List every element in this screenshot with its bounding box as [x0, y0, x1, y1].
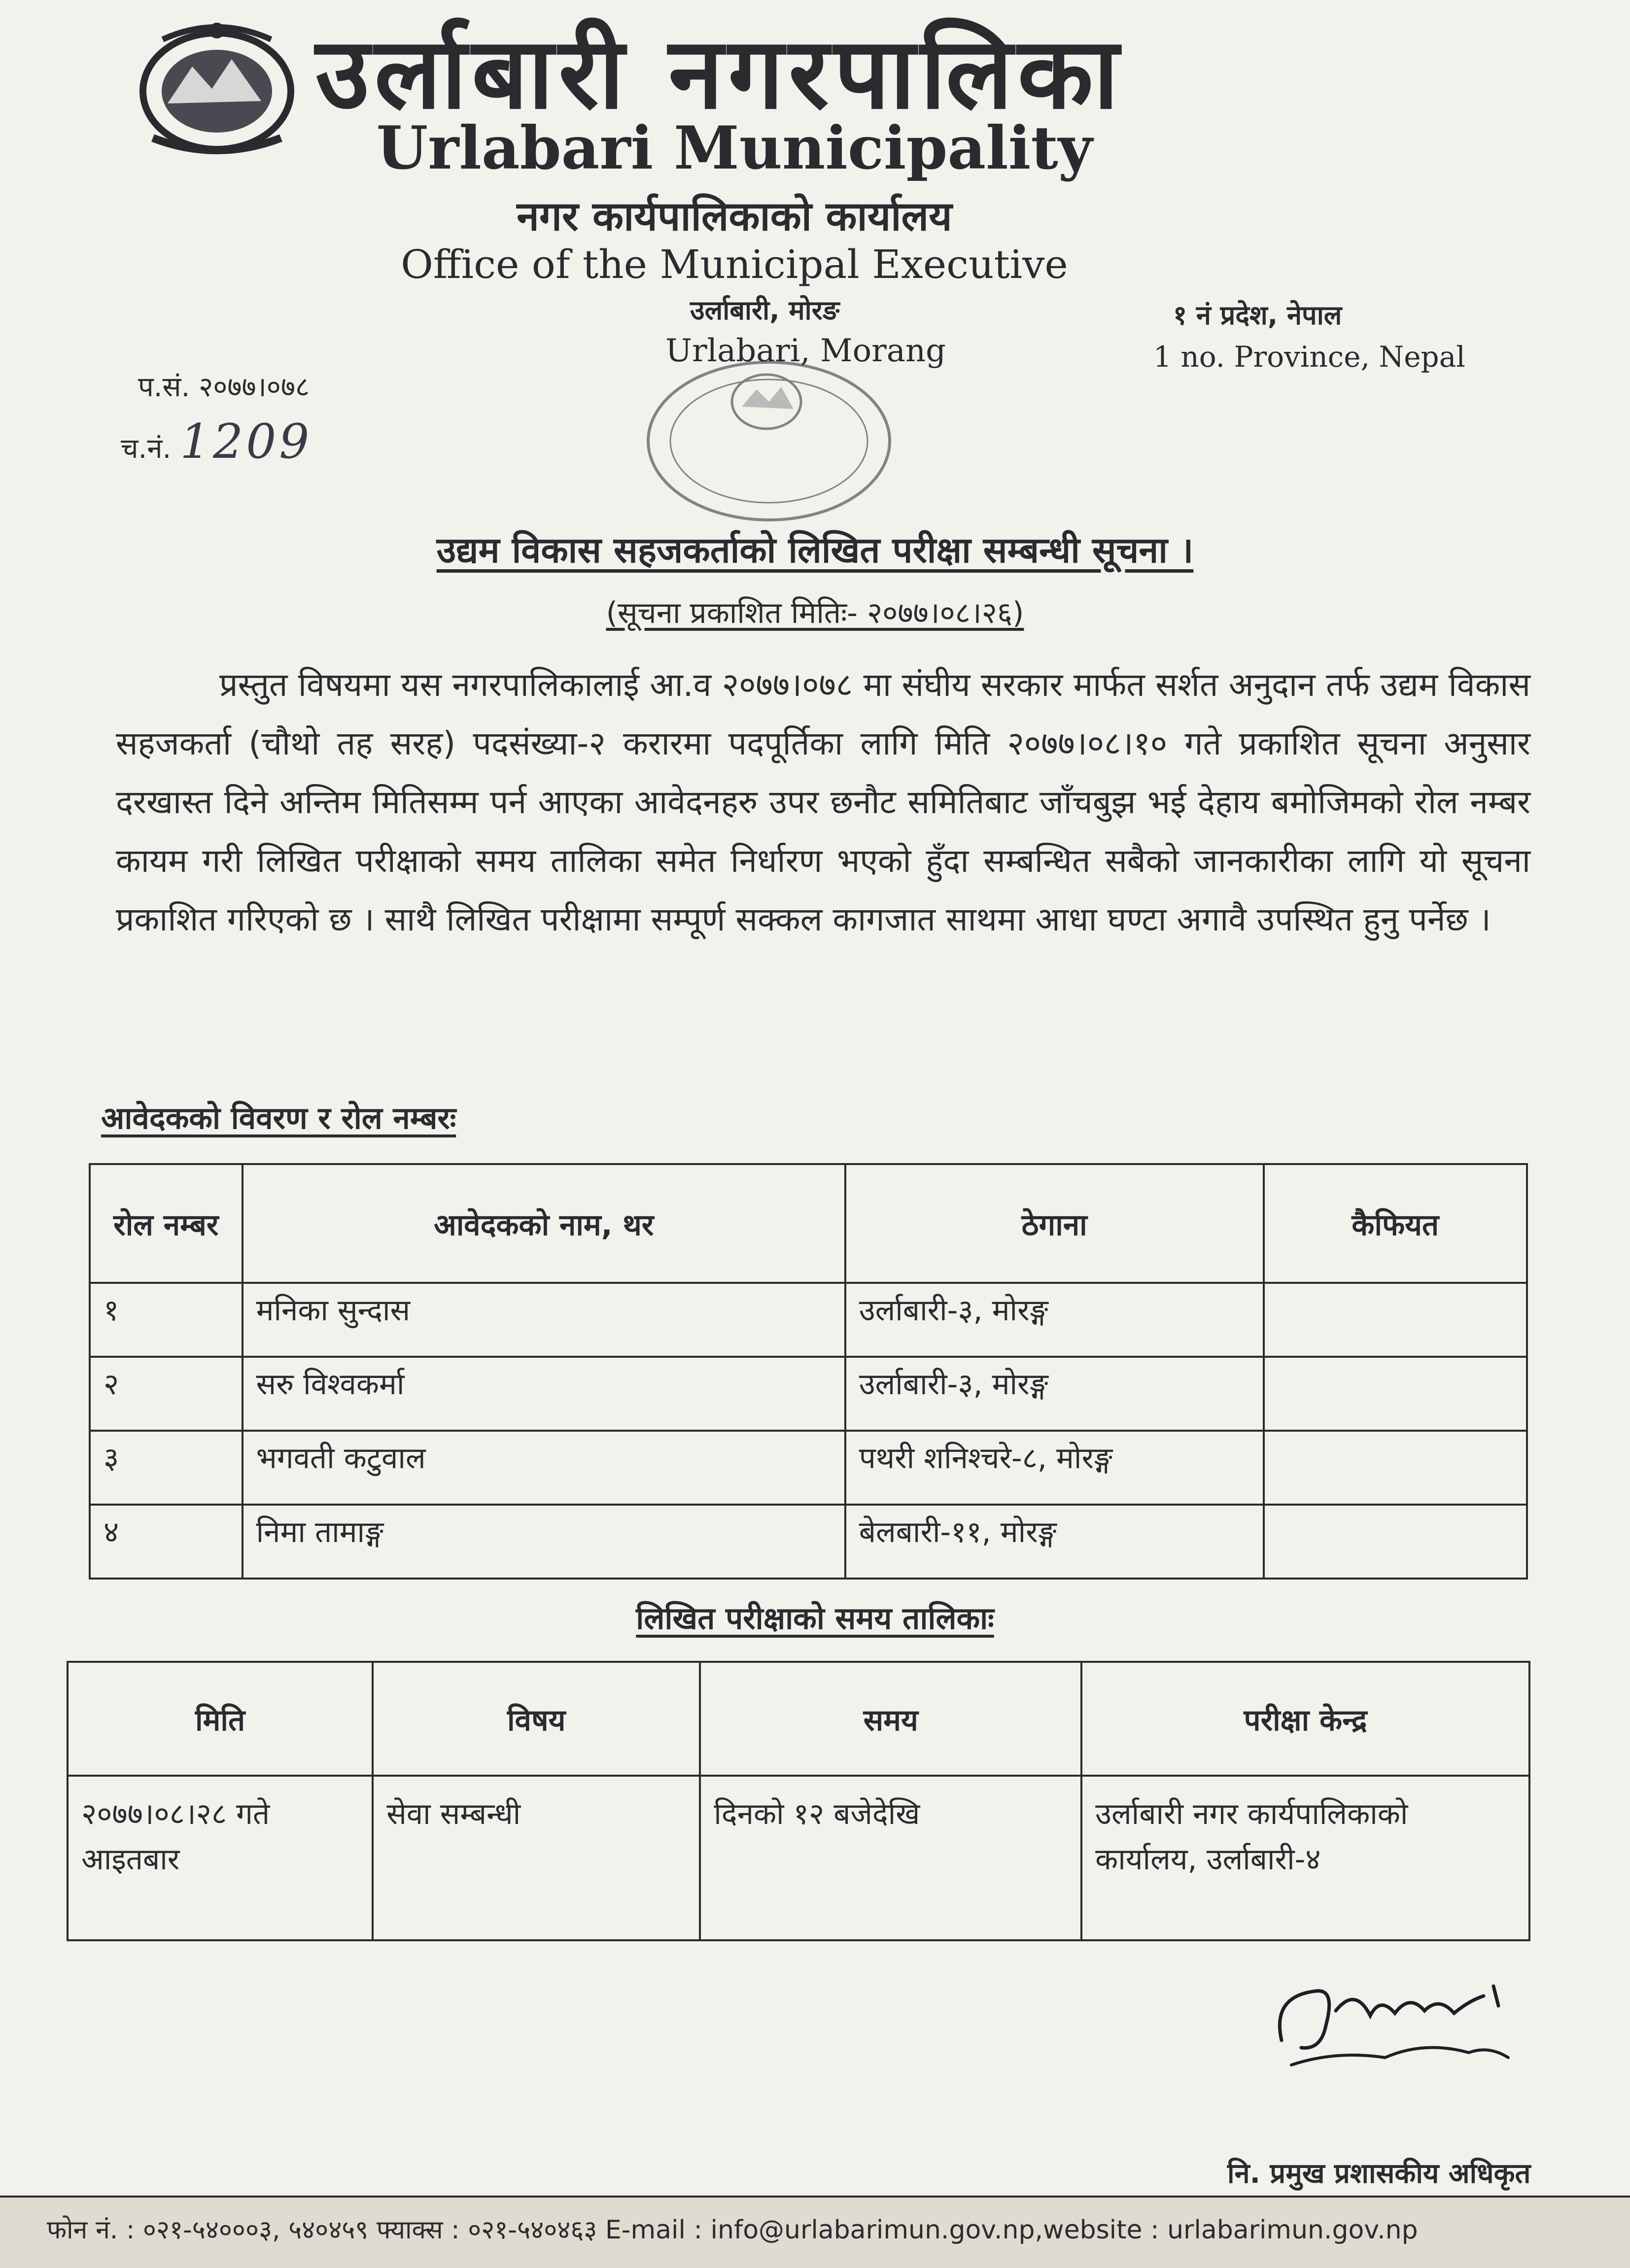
location-nepali: उर्लाबारी, मोरङ [690, 295, 840, 326]
date-cell: २०७७।०८।२८ गते आइतबार [68, 1776, 373, 1940]
table-row [90, 1505, 1527, 1579]
chalani-number [121, 414, 312, 469]
col-remarks: कैफियत [1264, 1164, 1527, 1283]
schedule-table [67, 1661, 1530, 1941]
header-title-english: Urlabari Municipality [376, 113, 1093, 183]
address-cell: उर्लाबारी-३, मोरङ्ग [845, 1283, 1264, 1357]
name-cell: भगवती कटुवाल [243, 1431, 845, 1505]
signature [1262, 1966, 1518, 2085]
header-title-nepali: उर्लाबारी नगरपालिका [315, 16, 1124, 131]
patra-sankhya [138, 367, 310, 405]
remarks-cell [1264, 1357, 1527, 1431]
office-name-nepali: नगर कार्यपालिकाको कार्यालय [517, 193, 952, 240]
col-date: मिति [68, 1662, 373, 1776]
ps-label: प.सं. [138, 371, 190, 403]
ps-value: २०७७।०७८ [199, 371, 310, 403]
office-name-english: Office of the Municipal Executive [401, 241, 1068, 287]
col-time: समय [700, 1662, 1081, 1776]
cn-value: 1209 [180, 414, 312, 469]
footer-contact: फोन नं. : ०२१-५४०००३, ५४०४५९ फ्याक्स : ०२१-५४०४६३ E-mail : info@urlabarimun.gov.np,website : urlabarimun.gov.np [47, 2215, 1418, 2245]
remarks-cell [1264, 1431, 1527, 1505]
applicants-heading: आवेदकको विवरण र रोल नम्बरः [101, 1100, 456, 1136]
col-roll-number: रोल नम्बर [90, 1164, 243, 1283]
address-cell: बेलबारी-११, मोरङ्ग [845, 1505, 1264, 1579]
table-header-row [90, 1164, 1527, 1283]
col-subject: विषय [373, 1662, 700, 1776]
table-row [90, 1431, 1527, 1505]
col-address: ठेगाना [845, 1164, 1264, 1283]
roll-cell: ३ [90, 1431, 243, 1505]
subject-cell: सेवा सम्बन्धी [373, 1776, 700, 1940]
name-cell: सरु विश्वकर्मा [243, 1357, 845, 1431]
address-cell: उर्लाबारी-३, मोरङ्ग [845, 1357, 1264, 1431]
signatory-title: नि. प्रमुख प्रशासकीय अधिकृत [1227, 2158, 1531, 2190]
applicants-table [89, 1163, 1528, 1580]
center-cell: उर्लाबारी नगर कार्यपालिकाको कार्यालय, उर्लाबारी-४ [1081, 1776, 1529, 1940]
table-row [90, 1283, 1527, 1357]
province-english: 1 no. Province, Nepal [1153, 340, 1465, 374]
notice-publish-date: (सूचना प्रकाशित मितिः- २०७७।०८।२६) [606, 596, 1024, 630]
address-cell: पथरी शनिश्चरे-८, मोरङ्ग [845, 1431, 1264, 1505]
notice-body: प्रस्तुत विषयमा यस नगरपालिकालाई आ.व २०७७।०७८ मा संघीय सरकार मार्फत सर्शत अनुदान तर्फ उद्यम विकास सहजकर्ता (चौथो तह सरह) पदसंख्या-२ करारमा पदपूर्तिका लागि मिति २०७७।०८।१० गते प्रकाशित सूचना अनुसार दरखास्त दिने अन्तिम मितिसम्म पर्न आएका आवेदनहरु उपर छनौट समितिबाट जाँचबुझ भई देहाय बमोजिमको रोल नम्बर कायम गरी लिखित परीक्षाको समय तालिका समेत निर्धारण भएको हुँदा सम्बन्धित सबैको जानकारीका लागि यो सूचना प्रकाशित गरिएको छ । साथै लिखित परीक्षामा सम्पूर्ण सक्कल कागजात साथमा आधा घण्टा अगावै उपस्थित हुनु पर्नेछ । [116, 666, 1531, 938]
schedule-heading: लिखित परीक्षाको समय तालिकाः [636, 1600, 994, 1636]
office-stamp [641, 355, 897, 527]
province-nepali: १ नं प्रदेश, नेपाल [1173, 300, 1342, 331]
roll-cell: १ [90, 1283, 243, 1357]
time-cell: दिनको १२ बजेदेखि [700, 1776, 1081, 1940]
col-applicant-name: आवेदकको नाम, थर [243, 1164, 845, 1283]
table-row [90, 1357, 1527, 1431]
name-cell: मनिका सुन्दास [243, 1283, 845, 1357]
table-row [68, 1776, 1529, 1940]
roll-cell: २ [90, 1357, 243, 1431]
notice-title: उद्यम विकास सहजकर्ताको लिखित परीक्षा सम्बन्धी सूचना । [436, 529, 1194, 571]
remarks-cell [1264, 1283, 1527, 1357]
table-header-row [68, 1662, 1529, 1776]
roll-cell: ४ [90, 1505, 243, 1579]
col-exam-center: परीक्षा केन्द्र [1081, 1662, 1529, 1776]
remarks-cell [1264, 1505, 1527, 1579]
location-english: Urlabari, Morang [665, 333, 946, 369]
municipality-emblem [133, 20, 301, 158]
cn-label: च.नं. [121, 433, 172, 465]
name-cell: निमा तामाङ्ग [243, 1505, 845, 1579]
